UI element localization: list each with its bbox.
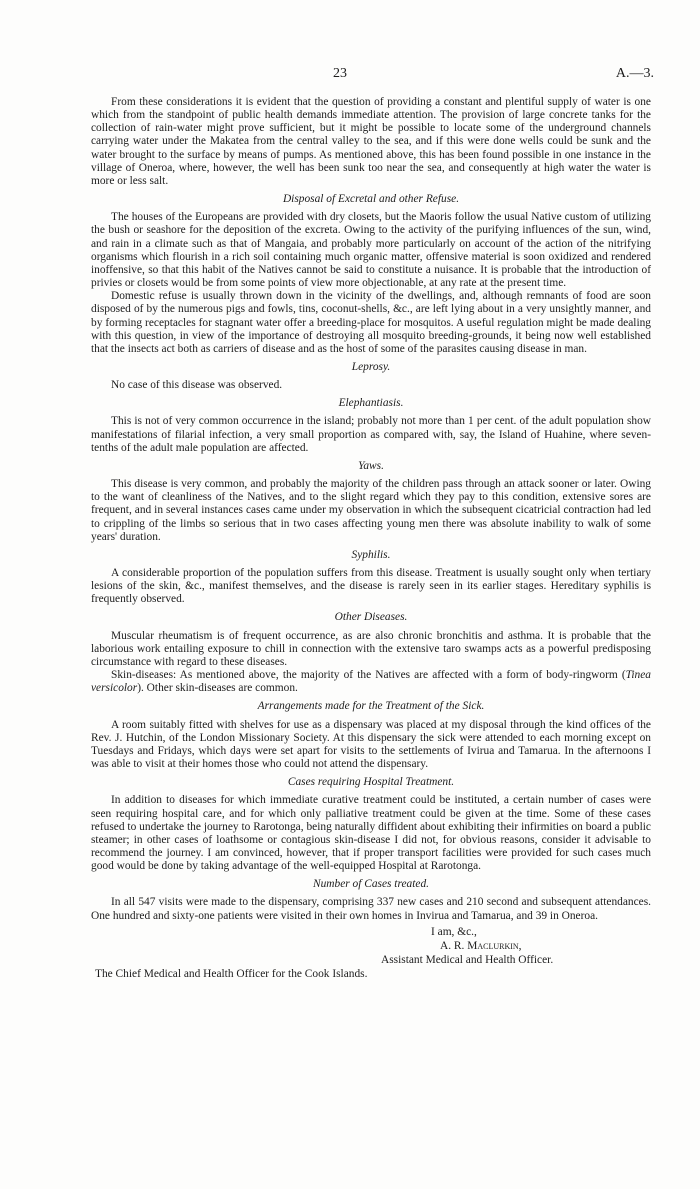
paragraph-leprosy: No case of this disease was observed. [111, 379, 283, 392]
heading-leprosy: Leprosy. [351, 360, 391, 373]
paragraph-other-skin [91, 669, 651, 695]
paragraph-yaws: This disease is very common, and probably the majority of the children pass through an attack sooner or later. Owing to the want of cleanliness of the Natives, and to the slight regard which they pay to this condition, extensive sores are frequent, and in several instances cases came under my observation in which the subsequent cicatricial contraction had led to crippling of the limbs so serious that in two cases affecting young men there was absolute inability to walk of some years' duration. [91, 478, 651, 543]
paragraph-elephantiasis: This is not of very common occurrence in the island; probably not more than 1 per cent. of the adult population show manifestations of filarial infection, a very small proportion as compared with, say, the Island of Huahine, where seven-tenths of the adult male population are affected. [91, 415, 651, 454]
paragraph-arrangements: A room suitably fitted with shelves for use as a dispensary was placed at my disposal through the kind offices of the Rev. J. Hutchin, of the London Missionary Society. At this dispensary the sick were attended to each morning except on Tuesdays and Fridays, which days were set apart for visits to the settlements of Ivirua and Tamarua. In the afternoons I was able to visit at their homes those who could not attend the dispensary. [91, 718, 651, 771]
document-page [91, 66, 654, 982]
page-number: 23 [333, 66, 347, 81]
heading-elephantiasis: Elephantiasis. [338, 397, 404, 410]
skin-text-prefix: Skin-diseases: As mentioned above, the majority of the Natives are affected with a form of body-ringworm ( [111, 669, 626, 682]
heading-yaws: Yaws. [358, 459, 384, 472]
heading-syphilis: Syphilis. [351, 548, 391, 561]
document-reference: A.—3. [615, 66, 654, 81]
signoff-title: Assistant Medical and Health Officer. [381, 953, 554, 966]
skin-text-suffix: ). Other skin-diseases are common. [137, 682, 298, 695]
paragraph-water-supply: From these considerations it is evident that the question of providing a constant and plentiful supply of water is one which from the standpoint of public health demands immediate attention. The provision of large concrete tanks for the collection of rain-water might prove sufficient, but it might be possible to locate some of the underground channels carrying water under the Makatea from the central valley to the sea, and if this were done wells could be sunk and the water brought to the surface by means of pumps. As mentioned above, this has been found possible in one instance in the village of Oneroa, where, however, the well has been sunk too near the sea, and consequently at high water the water is more or less salt. [91, 96, 651, 187]
heading-other-diseases: Other Diseases. [334, 611, 408, 624]
paragraph-hospital: In addition to diseases for which immediate curative treatment could be instituted, a certain number of cases were seen requiring hospital care, and for which only palliative treatment could be given at the time. Some of these cases refused to undertake the journey to Rarotonga, being naturally diffident about exhibiting their infirmities on board a public steamer; in other cases of loathsome or contagious skin-disease I did not, for obvious reasons, consider it advisable to recommend the journey. I am convinced, however, that if proper transport facilities were provided for such cases much good would be done by taking advantage of the well-equipped Hospital at Rarotonga. [91, 794, 651, 873]
page-header [91, 66, 654, 96]
signoff-closing: I am, &c., [431, 925, 477, 938]
paragraph-disposal-excreta: The houses of the Europeans are provided with dry closets, but the Maoris follow the usual Native custom of utilizing the bush or seashore for the deposition of the excreta. Owing to the activity of the purifying influences of the sun, wind, and rain in a climate such as that of Mangaia, and probably more particularly on account of the action of the nitrifying organisms which flourish in a rich soil containing much organic matter, offensive material is soon oxidized and rendered inoffensive, so that this habit of the Natives cannot be said to constitute a nuisance. It is probable that the introduction of privies or closets would be from some points of view more objectionable, at any rate at the present time. [91, 211, 651, 290]
heading-hospital: Cases requiring Hospital Treatment. [287, 776, 455, 789]
paragraph-number-cases: In all 547 visits were made to the dispensary, comprising 337 new cases and 210 second and subsequent attendances. One hundred and sixty-one patients were visited in their own homes in Invirua and Tamarua, and 39 in Oneroa. [91, 896, 651, 922]
heading-number-cases: Number of Cases treated. [312, 878, 429, 891]
tinea-term: Tinea versicolor [91, 669, 651, 695]
signoff-name: A. R. Maclurkin, [440, 939, 522, 952]
paragraph-disposal-refuse: Domestic refuse is usually thrown down in the vicinity of the dwellings, and, although remnants of food are soon disposed of by the numerous pigs and fowls, tins, coconut-shells, &c., are left lying about in a very unsightly manner, and by forming receptacles for stagnant water offer a breeding-place for mosquitos. A useful regulation might be made dealing with this question, in view of the importance of destroying all mosquito breeding-grounds, it being now well established that the insects act both as carriers of disease and as the host of some of the parasites causing disease in man. [91, 290, 651, 355]
signoff-addressee: The Chief Medical and Health Officer for the Cook Islands. [95, 967, 368, 980]
heading-disposal: Disposal of Excretal and other Refuse. [282, 193, 460, 206]
paragraph-syphilis: A considerable proportion of the population suffers from this disease. Treatment is usually sought only when tertiary lesions of the skin, &c., manifest themselves, and the disease is rarely seen in its earlier stages. Hereditary syphilis is frequently observed. [91, 567, 651, 606]
heading-arrangements: Arrangements made for the Treatment of the Sick. [257, 700, 485, 713]
paragraph-other-rheumatism: Muscular rheumatism is of frequent occurrence, as are also chronic bronchitis and asthma. It is probable that the laborious work entailing exposure to chill in connection with the extensive taro swamps acts as a powerful predisposing circumstance with regard to these diseases. [91, 629, 651, 668]
signoff-block [91, 926, 651, 982]
